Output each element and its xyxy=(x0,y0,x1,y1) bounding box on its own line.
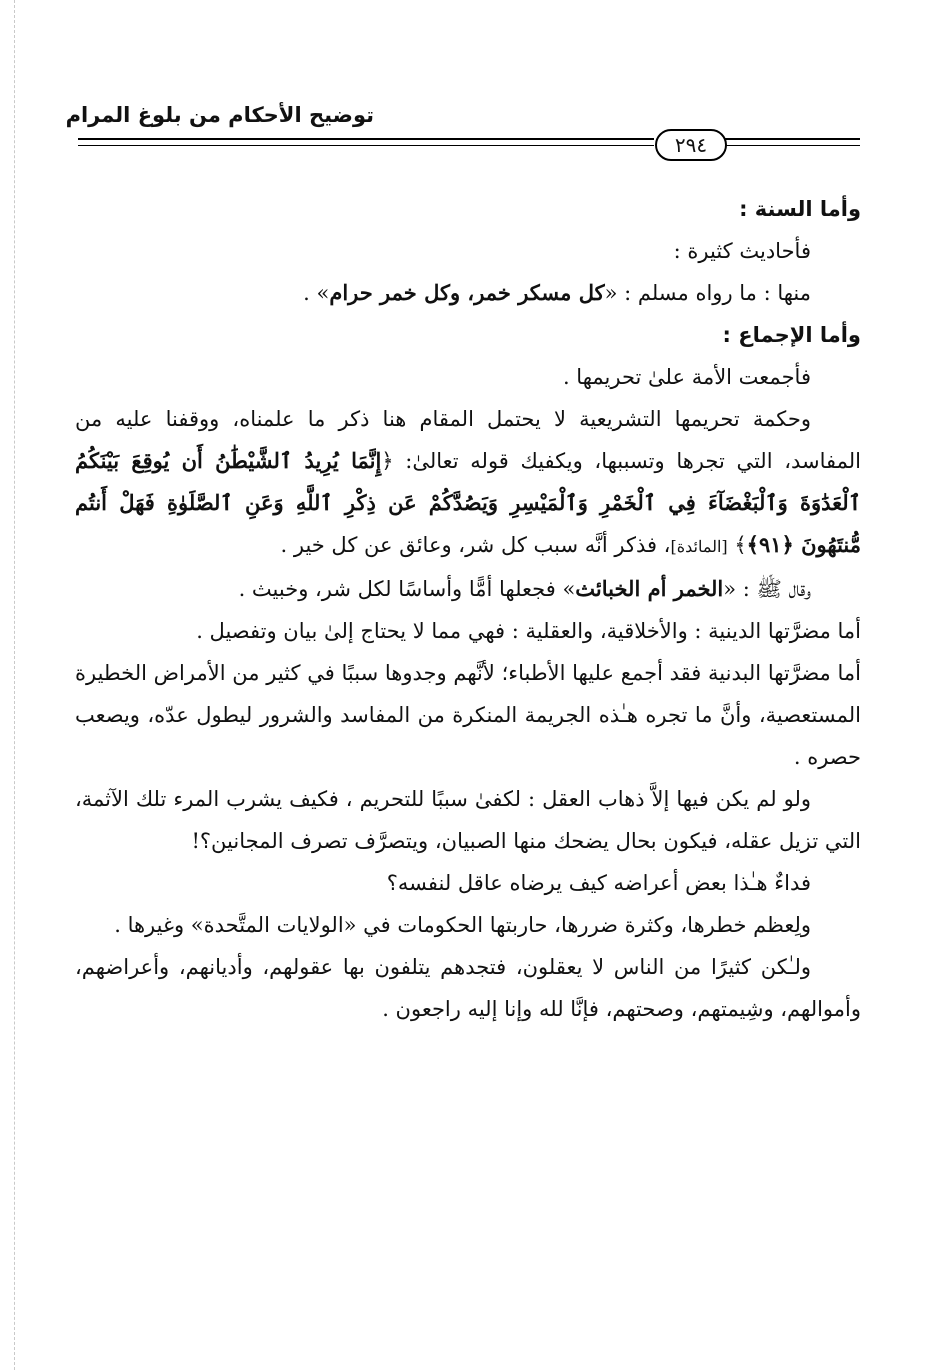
paragraph-fidaa: فداءٌ هـٰذا بعض أعراضه كيف يرضاه عاقل لنفسه؟ xyxy=(386,871,811,895)
paragraph-umm-al-khabaith xyxy=(75,568,861,610)
header-rule-right-top xyxy=(724,138,860,140)
paragraph-religious-harm: أما مضرَّتها الدينية : والأخلاقية، والعقلية : فهي مما لا يحتاج إلىٰ بيان وتفصيل . xyxy=(196,619,861,643)
text-run: ، فذكر أنَّه سبب كل شر، وعائق عن كل خير . xyxy=(280,533,671,557)
text-run: وقال ﷺ : « xyxy=(723,577,811,601)
text-run: منها : ما رواه مسلم : « xyxy=(604,281,811,305)
paragraph-ahadith: فأحاديث كثيرة : xyxy=(673,239,811,263)
paragraph-conclusion: ولـٰكن كثيرًا من الناس لا يعقلون، فتجدهم يتلفون بها عقولهم، وأديانهم، وأعراضهم، وأموالهم، وشِيمتهم، وصحتهم، فإنَّا لله وإنا إليه راجعون . xyxy=(75,955,861,1021)
running-header-title: توضيح الأحكام من بلوغ المرام xyxy=(65,103,374,127)
heading-sunnah: وأما السنة : xyxy=(739,197,861,221)
hadith-quote: كل مسكر خمر، وكل خمر حرام xyxy=(329,280,605,305)
paragraph-physical-harm: أما مضرَّتها البدنية فقد أجمع عليها الأطباء؛ لأنَّهم وجدوها سببًا في كثير من الأمراض الخطيرة المستعصية، وأنَّ ما تجره هـٰذه الجريمة المنكرة من المفاسد والشرور ليطول عدّه، ويصعب حصره . xyxy=(75,661,861,769)
paragraph-ijma: فأجمعت الأمة علىٰ تحريمها . xyxy=(562,365,811,389)
page-number-badge: ٢٩٤ xyxy=(655,129,727,161)
paragraph-loss-of-mind: ولو لم يكن فيها إلاَّ ذهاب العقل : لكفىٰ سببًا للتحريم ، فكيف يشرب المرء تلك الآثمة، التي تزيل عقله، فيكون بحال يضحك منها الصبيان، ويتصرَّف تصرف المجانين؟! xyxy=(75,787,861,853)
text-run: ﴾ xyxy=(727,533,747,557)
text-run: وحكمة تحريمها التشريعية لا يحتمل المقام هنا ذكر ما علمناه، ووقفنا عليه من المفاسد، التي تجرها وتسببها، ويكفيك قوله تعالىٰ: ﴿ xyxy=(75,407,861,473)
header-rule-right-bottom xyxy=(724,145,860,146)
text-run: » فجعلها أمًّا وأساسًا لكل شر، وخبيث . xyxy=(238,577,576,601)
page-margin-line xyxy=(14,0,15,1370)
paragraph-hikma xyxy=(75,398,861,568)
header-rule-left-bottom xyxy=(78,145,654,146)
quran-verse: إِنَّمَا يُرِيدُ ٱلشَّيْطَٰنُ أَن يُوقِعَ بَيْنَكُمُ ٱلْعَدَٰوَةَ وَٱلْبَغْضَآءَ فِي ٱلْخَمْرِ وَٱلْمَيْسِرِ وَيَصُدَّكُمْ عَن ذِكْرِ ٱللَّهِ وَعَنِ ٱلصَّلَوٰةِ فَهَلْ أَنتُم مُّنتَهُونَ ﴿٩١﴾ xyxy=(75,448,861,557)
paragraph-governments: ولِعظم خطرها، وكثرة ضررها، حاربتها الحكومات في «الولايات المتَّحدة» وغيرها . xyxy=(114,913,811,937)
text-run: » . xyxy=(303,281,330,305)
body-text xyxy=(75,188,861,1030)
paragraph-muslim-hadith xyxy=(75,272,861,314)
hadith-quote: الخمر أم الخبائث xyxy=(575,576,724,601)
header-rule-left-top xyxy=(78,138,654,140)
heading-ijma: وأما الإجماع : xyxy=(722,323,861,347)
sura-reference: [المائدة] xyxy=(670,537,728,556)
